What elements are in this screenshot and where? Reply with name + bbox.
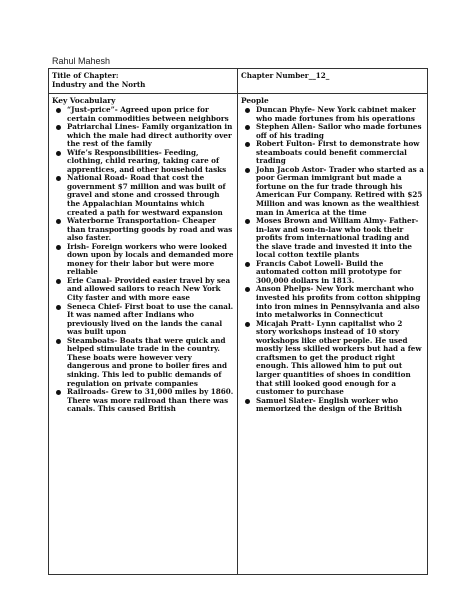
bullet-icon — [56, 176, 61, 181]
vocabulary-list — [52, 106, 234, 414]
content-row — [49, 94, 428, 575]
bullet-icon — [56, 339, 61, 344]
bullet-icon — [56, 245, 61, 250]
bullet-icon — [245, 219, 250, 224]
header-row — [49, 69, 428, 94]
bullet-icon — [245, 287, 250, 292]
notes-table — [48, 68, 428, 575]
vocab-item: Irish- Foreign workers who were looked down upon by locals and demanded more money for their labor but were more reliable — [52, 243, 234, 277]
bullet-icon — [245, 142, 250, 147]
bullet-icon — [245, 322, 250, 327]
vocabulary-heading: Key Vocabulary — [52, 96, 116, 105]
bullet-icon — [56, 125, 61, 130]
chapter-number-cell — [238, 69, 428, 94]
bullet-icon — [56, 305, 61, 310]
bullet-icon — [56, 390, 61, 395]
person-item: Robert Fulton- First to demonstrate how steamboats could benefit commercial trading — [241, 140, 424, 166]
author-name: Rahul Mahesh — [52, 56, 111, 66]
person-item: Samuel Slater- English worker who memorized the design of the British — [241, 397, 424, 414]
people-column — [238, 94, 428, 575]
chapter-title-cell — [49, 69, 238, 94]
people-heading: People — [241, 96, 269, 105]
vocab-item: Wife’s Responsibilities- Feeding, clothing, child rearing, taking care of apprentices, and other household tasks — [52, 149, 234, 175]
bullet-icon — [245, 168, 250, 173]
vocab-item: “Just-price”- Agreed upon price for certain commodities between neighbors — [52, 106, 234, 123]
chapter-title-label: Title of Chapter: — [52, 71, 119, 80]
chapter-number: Chapter Number__12_ — [241, 71, 330, 80]
bullet-icon — [56, 279, 61, 284]
vocab-item: Railroads- Grew to 31,000 miles by 1860. There was more railroad than there was canals. This caused British — [52, 388, 234, 414]
person-item: Anson Phelps- New York merchant who invested his profits from cotton shipping into iron mines in Pennsylvania and also into metalworks in Connecticut — [241, 285, 424, 319]
person-item: Micajah Pratt- Lynn capitalist who 2 story workshops instead of 10 story workshops like other people. He used mostly less skilled workers but had a few craftsmen to get the product right enough. This allowed him to put out larger quantities of shoes in condition that still looked good enough for a customer to purchase — [241, 320, 424, 397]
bullet-icon — [56, 219, 61, 224]
bullet-icon — [245, 399, 250, 404]
bullet-icon — [56, 108, 61, 113]
chapter-title-value: Industry and the North — [52, 80, 146, 89]
vocab-item: Seneca Chief- First boat to use the canal. It was named after Indians who previously lived on the lands the canal was built upon — [52, 303, 234, 337]
vocab-item: Steamboats- Boats that were quick and helped stimulate trade in the country. These boats were however very dangerous and prone to boiler fires and sinking. This led to public demands of regulation on private companies — [52, 337, 234, 388]
bullet-icon — [245, 262, 250, 267]
bullet-icon — [56, 151, 61, 156]
vocab-item: National Road- Road that cost the government $7 million and was built of gravel and stone and crossed through the Appalachian Mountains which created a path for westward expansion — [52, 174, 234, 217]
person-item: Francis Cabot Lowell- Build the automated cotton mill prototype for 300,000 dollars in 1813. — [241, 260, 424, 286]
person-item: Moses Brown and William Almy- Father-in-law and son-in-law who took their profits from international trading and the slave trade and invested it into the local cotton textile plants — [241, 217, 424, 260]
person-item: Stephen Allen- Sailor who made fortunes off of his trading — [241, 123, 424, 140]
vocabulary-column — [49, 94, 238, 575]
person-item: Duncan Phyfe- New York cabinet maker who made fortunes from his operations — [241, 106, 424, 123]
person-item: John Jacob Astor- Trader who started as a poor German immigrant but made a fortune on the fur trade through his American Fur Company. Retired with $25 Million and was known as the wealthiest man in America at the time — [241, 166, 424, 217]
bullet-icon — [245, 125, 250, 130]
vocab-item: Erie Canal- Provided easier travel by sea and allowed sailors to reach New York City faster and with more ease — [52, 277, 234, 303]
bullet-icon — [245, 108, 250, 113]
vocab-item: Waterborne Transportation- Cheaper than transporting goods by road and was also faster. — [52, 217, 234, 243]
people-list — [241, 106, 424, 414]
vocab-item: Patriarchal Lines- Family organization in which the male had direct authority over the rest of the family — [52, 123, 234, 149]
